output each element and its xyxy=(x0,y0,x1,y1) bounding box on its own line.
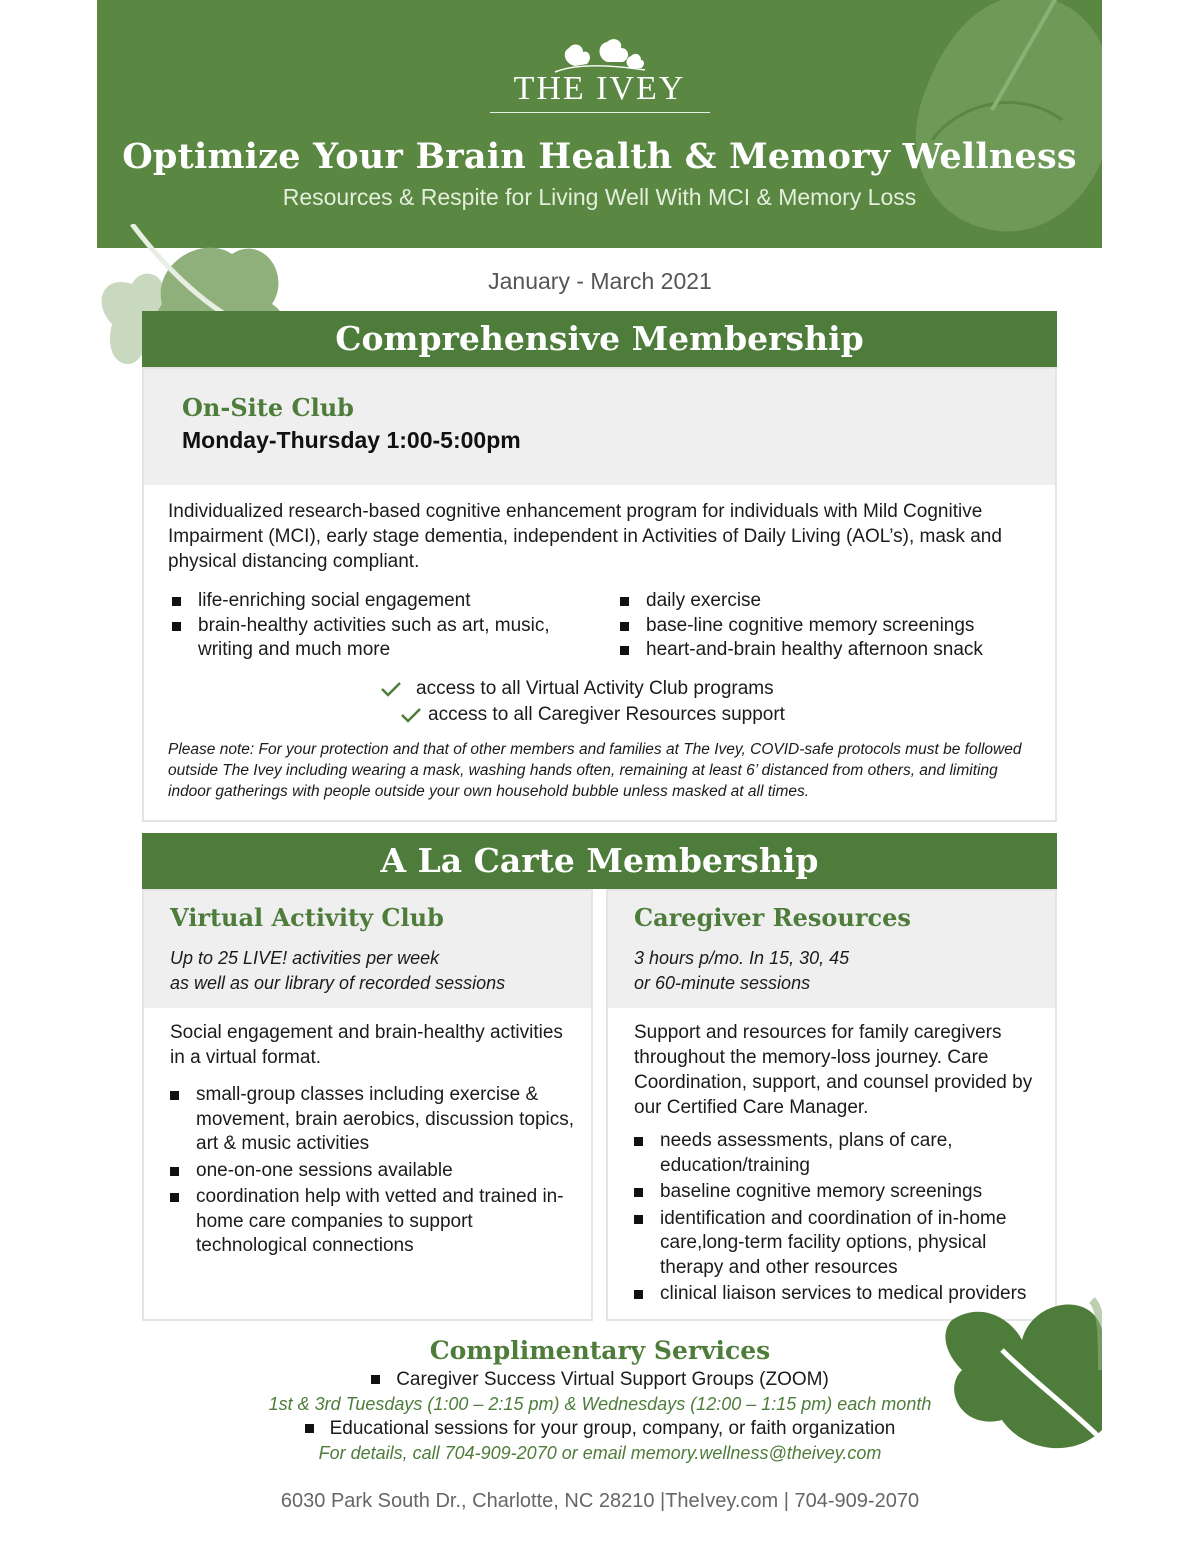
checkmark-icon xyxy=(380,681,402,697)
caregiver-subtitle-line: 3 hours p/mo. In 15, 30, 45 xyxy=(634,948,850,968)
onsite-club-hours: Monday-Thursday 1:00-5:00pm xyxy=(182,427,521,453)
bullet-square-icon xyxy=(305,1424,314,1433)
onsite-club-header xyxy=(144,369,1055,485)
check-item-virtual-access xyxy=(380,677,774,701)
virtual-club-subtitle xyxy=(170,946,505,996)
page-subtitle: Resources & Respite for Living Well With MCI & Memory Loss xyxy=(282,184,917,210)
list-item: baseline cognitive memory screenings xyxy=(630,1180,1048,1205)
logo-underline xyxy=(490,112,710,113)
onsite-club-description: Individualized research-based cognitive enhancement program for individuals with Mild Cognitive Impairment (MCI), early stage dementia, independent in Activities of Daily Living (AOL’s), mask and physical distancing compliant. xyxy=(168,501,1002,572)
caregiver-subtitle-line: or 60-minute sessions xyxy=(634,973,811,993)
caregiver-subtitle xyxy=(634,946,849,996)
contact-details: For details, call 704-909-2070 or email memory.wellness@theivey.com xyxy=(318,1443,882,1463)
virtual-club-header xyxy=(144,891,591,1008)
list-item: clinical liaison services to medical providers xyxy=(630,1282,1048,1307)
complimentary-item-label: Educational sessions for your group, company, or faith organization xyxy=(329,1418,896,1439)
virtual-club-subtitle-line: as well as our library of recorded sessions xyxy=(170,973,506,993)
check-label: access to all Virtual Activity Club programs xyxy=(416,678,774,699)
virtual-club-list xyxy=(166,1083,576,1261)
virtual-club-subtitle-line: Up to 25 LIVE! activities per week xyxy=(170,948,440,968)
virtual-club-title: Virtual Activity Club xyxy=(170,903,444,932)
bullet-square-icon xyxy=(371,1375,380,1384)
alacarte-membership-banner: A La Carte Membership xyxy=(142,833,1057,889)
footer-address: 6030 Park South Dr., Charlotte, NC 28210 |TheIvey.com | 704-909-2070 xyxy=(280,1490,920,1512)
onsite-benefits-list-right xyxy=(616,589,1036,663)
covid-note: Please note: For your protection and that of other members and families at The Ivey, COVID-safe protocols must be followed outside The Ivey including wearing a mask, washing hands often, remaining at least 6’ distanced from others, and limiting indoor gatherings with people outside your own household bubble unless masked at all times. xyxy=(168,741,1022,800)
caregiver-title: Caregiver Resources xyxy=(634,903,911,932)
list-item: small-group classes including exercise & movement, brain aerobics, discussion topics, art & music activities xyxy=(166,1083,576,1157)
list-item: identification and coordination of in-home care,long-term facility options, physical therapy and other resources xyxy=(630,1207,1048,1281)
virtual-club-description: Social engagement and brain-healthy activities in a virtual format. xyxy=(170,1022,563,1068)
list-item: heart-and-brain healthy afternoon snack xyxy=(616,638,1036,663)
header-band xyxy=(97,0,1102,248)
complimentary-item-support-groups xyxy=(0,1369,1200,1391)
complimentary-services-title: Complimentary Services xyxy=(429,1336,771,1365)
virtual-activity-club-box xyxy=(142,889,593,1321)
logo-wordmark: THE IVEY xyxy=(513,70,686,107)
caregiver-description: Support and resources for family caregivers throughout the memory-loss journey. Care Coordination, support, and counsel provided by our Certified Care Manager. xyxy=(634,1022,1033,1118)
ivy-leaves-logo-icon xyxy=(545,38,655,74)
list-item: life-enriching social engagement xyxy=(168,589,568,614)
page-title: Optimize Your Brain Health & Memory Wellness xyxy=(122,136,1077,177)
onsite-benefits-list-left xyxy=(168,589,568,663)
support-groups-schedule: 1st & 3rd Tuesdays (1:00 – 2:15 pm) & Wednesdays (12:00 – 1:15 pm) each month xyxy=(268,1394,932,1414)
list-item: base-line cognitive memory screenings xyxy=(616,614,1036,639)
list-item: daily exercise xyxy=(616,589,1036,614)
checkmark-icon xyxy=(400,707,422,723)
comprehensive-membership-banner: Comprehensive Membership xyxy=(142,311,1057,367)
onsite-club-title: On-Site Club xyxy=(182,393,354,422)
the-ivey-logo xyxy=(97,38,1102,113)
complimentary-item-educational-sessions xyxy=(0,1418,1200,1440)
comprehensive-membership-box xyxy=(142,367,1057,822)
caregiver-resources-box xyxy=(606,889,1057,1321)
check-label: access to all Caregiver Resources support xyxy=(428,704,785,725)
complimentary-item-label: Caregiver Success Virtual Support Groups (ZOOM) xyxy=(396,1369,829,1390)
date-range: January - March 2021 xyxy=(488,268,712,294)
check-item-caregiver-access xyxy=(400,703,785,727)
list-item: one-on-one sessions available xyxy=(166,1159,576,1184)
list-item: brain-healthy activities such as art, music, writing and much more xyxy=(168,614,568,663)
list-item: needs assessments, plans of care, education/training xyxy=(630,1129,1048,1178)
list-item: coordination help with vetted and trained in-home care companies to support technological connections xyxy=(166,1185,576,1259)
caregiver-header xyxy=(608,891,1055,1008)
